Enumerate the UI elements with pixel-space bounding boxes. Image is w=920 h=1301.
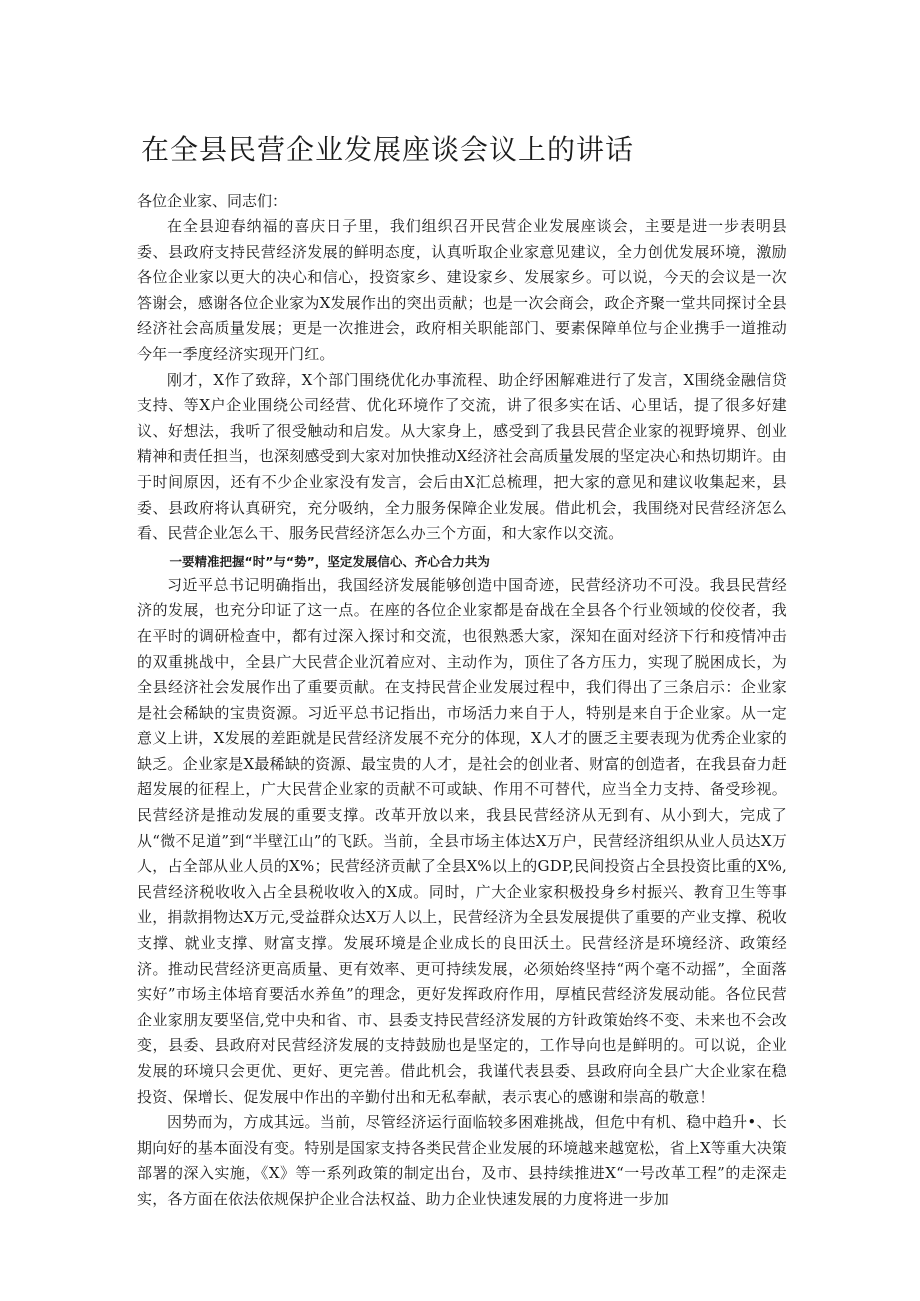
paragraph-remarks: 刚才，X作了致辞，X个部门围绕优化办事流程、助企纾困解难进行了发言，X围绕金融信贷支持、等X户企业围绕公司经营、优化环境作了交流，讲了很多实在话、心里话，提了很多好建议、好想法，我听了很受触动和启发。从大家身上，感受到了我县民营企业家的视野境界、创业精神和责任担当，也深刻感受到大家对加快推动X经济社会高质量发展的坚定决心和热切期许。由于时间原因，还有不少企业家没有发言，会后由X汇总梳理，把大家的意见和建议收集起来，县委、县政府将认真研究，充分吸纳，全力服务保障企业发展。借此机会，我围绕对民营经济怎么看、民营企业怎么干、服务民营经济怎么办三个方面，和大家作以交流。 [137, 370, 787, 543]
section-heading-1: 一要精准把握“时”与“势”，坚定发展信心、齐心合力共为 [169, 553, 490, 569]
paragraph-section-2: 因势而为，方成其远。当前，尽管经济运行面临较多困难挑战，但危中有机、稳中趋升•、长期向好的基本面没有变。特别是国家支持各类民营企业发展的环境越来越宽松，省上X等重大决策部署的深入实施，《X》等一系列政策的制定出台，及市、县持续推进X“一号改革工程”的走深走实，各方面在依法依规保护企业合法权益、助力企业快速发展的力度将进一步加 [137, 1113, 787, 1208]
salutation: 各位企业家、同志们： [137, 192, 288, 210]
paragraph-section-1: 习近平总书记明确指出，我国经济发展能够创造中国奇迹，民营经济功不可没。我县民营经济的发展，也充分印证了这一点。在座的各位企业家都是奋战在全县各个行业领域的佼佼者，我在平时的调研检查中，都有过深入探讨和交流，也很熟悉大家，深知在面对经济下行和疫情冲击的双重挑战中，全县广大民营企业沉着应对、主动作为，顶住了各方压力，实现了脱困成长，为全县经济社会发展作出了重要贡献。在支持民营企业发展过程中，我们得出了三条启示：企业家是社会稀缺的宝贵资源。习近平总书记指出，市场活力来自于人，特别是来自于企业家。从一定意义上讲，X发展的差距就是民营经济发展不充分的体现，X人才的匮乏主要表现为优秀企业家的缺乏。企业家是X最稀缺的资源、最宝贵的人才，是社会的创业者、财富的创造者，在我县奋力赶超发展的征程上，广大民营企业家的贡献不可或缺、作用不可替代，应当全力支持、备受珍视。民营经济是推动发展的重要支撑。改革开放以来，我县民营经济从无到有、从小到大，完成了从“微不足道”到“半壁江山”的飞跃。当前，全县市场主体达X万户，民营经济组织从业人员达X万人，占全部从业人员的X%；民营经济贡献了全县X%以上的GDP,民间投资占全县投资比重的X%,民营经济税收收入占全县税收收入的X成。同时，广大企业家积极投身乡村振兴、教育卫生等事业，捐款捐物达X万元,受益群众达X万人以上，民营经济为全县发展提供了重要的产业支撑、税收支撑、就业支撑、财富支撑。发展环境是企业成长的良田沃土。民营经济是环境经济、政策经济。推动民营经济更高质量、更有效率、更可持续发展，必须始终坚持“两个毫不动摇”，全面落实好”市场主体培育要活水养鱼”的理念，更好发挥政府作用，厚植民营经济发展动能。各位民营企业家朋友要坚信,党中央和省、市、县委支持民营经济发展的方针政策始终不变、未来也不会改变，县委、县政府对民营经济发展的支持鼓励也是坚定的，工作导向也是鲜明的。可以说，企业发展的环境只会更优、更好、更完善。借此机会，我谨代表县委、县政府向全县广大企业家在稳投资、保增长、促发展中作出的辛勤付出和无私奉献，表示衷心的感谢和崇高的敬意！ [137, 575, 787, 1106]
paragraph-intro: 在全县迎春纳福的喜庆日子里，我们组织召开民营企业发展座谈会，主要是进一步表明县委、县政府支持民营经济发展的鲜明态度，认真听取企业家意见建议，全力创优发展环境，激励各位企业家以更大的决心和信心，投资家乡、建设家乡、发展家乡。可以说，今天的会议是一次答谢会，感谢各位企业家为X发展作出的突出贡献；也是一次会商会，政企齐聚一堂共同探讨全县经济社会高质量发展；更是一次推进会，政府相关职能部门、要素保障单位与企业携手一道推动今年一季度经济实现开门红。 [137, 217, 787, 363]
document-page [137, 130, 787, 1213]
document-title: 在全县民营企业发展座谈会议上的讲话 [141, 133, 635, 166]
